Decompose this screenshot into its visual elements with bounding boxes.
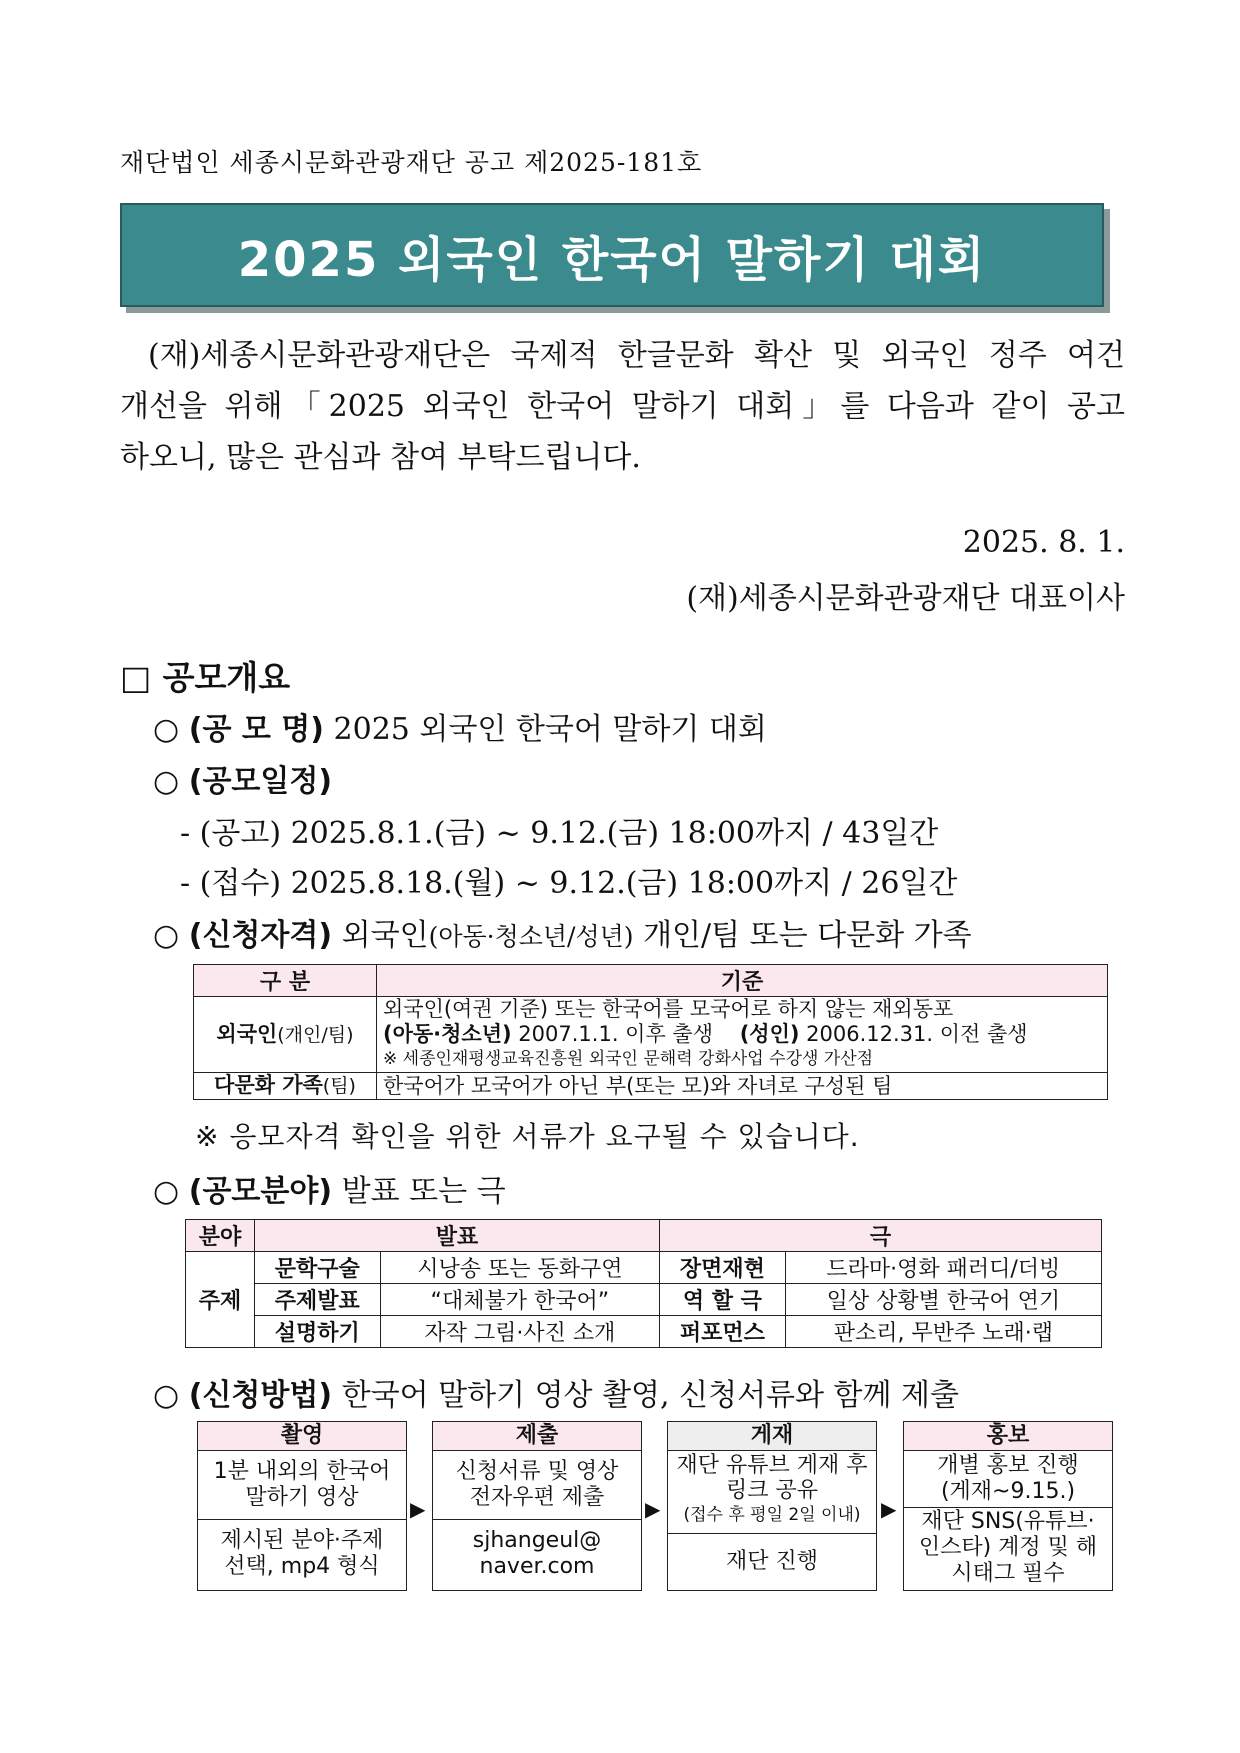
flow-head: 홍보 — [904, 1422, 1112, 1451]
table-cell: “대체불가 한국어” — [380, 1284, 660, 1316]
row-label: 다문화 가족 — [214, 1073, 323, 1097]
flow-head: 게재 — [668, 1422, 876, 1451]
flow-head: 촬영 — [198, 1422, 406, 1451]
flow-step-submit — [432, 1421, 642, 1591]
criteria-bold: (아동·청소년) — [383, 1022, 512, 1046]
item-label: (신청자격) — [188, 918, 333, 953]
flow-step-filming — [197, 1421, 407, 1591]
notice-date: 2025. 8. 1. — [962, 525, 1125, 560]
arrow-right-icon: ▶ — [645, 1497, 661, 1521]
section-title: □ 공모개요 — [120, 658, 291, 697]
table-cell: 주제발표 — [255, 1284, 381, 1316]
notice-number: 재단법인 세종시문화관광재단 공고 제2025-181호 — [120, 148, 703, 177]
row-label-small: (개인/팀) — [277, 1023, 354, 1046]
criteria-bold: (성인) — [739, 1022, 800, 1046]
table-cell: 일상 상황별 한국어 연기 — [785, 1284, 1101, 1316]
bullet-icon: ○ — [153, 1378, 180, 1413]
item-value: 발표 또는 극 — [341, 1174, 506, 1209]
table-cell: 설명하기 — [255, 1316, 381, 1348]
criteria-note: ※ 세종인재평생교육진흥원 외국인 문해력 강화사업 수강생 가산점 — [383, 1049, 874, 1069]
criteria-text: 2007.1.1. 이후 출생 — [518, 1022, 713, 1046]
bullet-icon: ○ — [153, 918, 180, 953]
flow-mid-text: 재단 유튜브 게재 후 링크 공유 — [676, 1453, 868, 1503]
table-header: 구 분 — [194, 965, 377, 997]
eligibility-note: ※ 응모자격 확인을 위한 서류가 요구될 수 있습니다. — [195, 1120, 860, 1153]
eligibility-table — [193, 964, 1108, 1100]
flow-step-promotion — [903, 1421, 1113, 1591]
title-banner — [120, 203, 1104, 307]
table-cell: 드라마·영화 패러디/더빙 — [785, 1252, 1101, 1284]
intro-paragraph — [120, 330, 1125, 483]
criteria-line — [383, 1022, 1101, 1047]
flow-mid: 개별 홍보 진행 (게재~9.15.) — [904, 1451, 1112, 1508]
schedule-application: - (접수) 2025.8.18.(월) ~ 9.12.(금) 18:00까지 / 26일간 — [180, 866, 958, 901]
flow-mid: 1분 내외의 한국어 말하기 영상 — [198, 1451, 406, 1520]
item-field — [153, 1166, 506, 1210]
table-row-label — [194, 1073, 377, 1100]
table-cell: 장면재현 — [660, 1252, 786, 1284]
table-cell: 판소리, 무반주 노래·랩 — [785, 1316, 1101, 1348]
topic-label: 주제 — [186, 1252, 255, 1348]
flow-mid-note: (접수 후 평일 2일 이내) — [683, 1505, 861, 1525]
table-header: 극 — [660, 1220, 1102, 1252]
flow-mid: 신청서류 및 영상 전자우편 제출 — [433, 1451, 641, 1520]
item-value: 2025 외국인 한국어 말하기 대회 — [333, 712, 767, 747]
page-title: 2025 외국인 한국어 말하기 대회 — [237, 231, 987, 288]
flow-bot: 제시된 분야·주제 선택, mp4 형식 — [220, 1528, 384, 1579]
intro-line-3: 하오니, 많은 관심과 참여 부탁드립니다. — [120, 440, 641, 475]
row-label: 외국인 — [216, 1021, 278, 1046]
flow-step-posting — [667, 1421, 877, 1591]
table-cell: 퍼포먼스 — [660, 1316, 786, 1348]
table-cell: 시낭송 또는 동화구연 — [380, 1252, 660, 1284]
flow-mid — [668, 1451, 876, 1534]
schedule-notice: - (공고) 2025.8.1.(금) ~ 9.12.(금) 18:00까지 / 43일간 — [180, 816, 939, 851]
item-method — [153, 1370, 959, 1414]
table-row-label — [194, 997, 377, 1073]
table-cell: 한국어가 모국어가 아닌 부(또는 모)와 자녀로 구성된 팀 — [377, 1073, 1108, 1100]
item-value: 한국어 말하기 영상 촬영, 신청서류와 함께 제출 — [341, 1378, 959, 1413]
bullet-icon: ○ — [153, 712, 180, 747]
item-schedule — [153, 756, 332, 800]
item-contest-name — [153, 704, 767, 748]
bullet-icon: ○ — [153, 764, 180, 799]
table-header: 기준 — [377, 965, 1108, 997]
item-value: 외국인 — [341, 918, 429, 953]
table-cell: 역 할 극 — [660, 1284, 786, 1316]
organization-signature: (재)세종시문화관광재단 대표이사 — [686, 581, 1125, 616]
table-cell — [377, 997, 1108, 1073]
item-label: (공모일정) — [188, 764, 333, 799]
bullet-icon: ○ — [153, 1174, 180, 1209]
flow-bot: sjhangeul@ naver.com — [472, 1528, 602, 1579]
intro-line-2: 개선을 위해「2025 외국인 한국어 말하기 대회」를 다음과 같이 공고 — [120, 389, 1125, 424]
arrow-right-icon: ▶ — [881, 1497, 897, 1521]
item-label: (공 모 명) — [188, 712, 324, 747]
intro-line-1: (재)세종시문화관광재단은 국제적 한글문화 확산 및 외국인 정주 여건 — [148, 338, 1125, 373]
item-value: 개인/팀 또는 다문화 가족 — [643, 918, 972, 953]
flow-bot: 재단 진행 — [725, 1549, 818, 1574]
flow-head: 제출 — [433, 1422, 641, 1451]
field-table — [185, 1219, 1102, 1348]
flow-bot: 재단 SNS(유튜브·인스타) 계정 및 해시태그 필수 — [918, 1509, 1098, 1586]
item-label: (공모분야) — [188, 1174, 333, 1209]
table-cell: 자작 그림·사진 소개 — [380, 1316, 660, 1348]
table-header: 발표 — [255, 1220, 660, 1252]
criteria-text: 2006.12.31. 이전 출생 — [806, 1022, 1028, 1046]
item-value-small: (아동·청소년/성년) — [428, 922, 634, 951]
item-eligibility — [153, 910, 972, 954]
criteria-line: 외국인(여권 기준) 또는 한국어를 모국어로 하지 않는 재외동포 — [383, 997, 954, 1021]
row-label-small: (팀) — [322, 1075, 356, 1097]
table-header: 분야 — [186, 1220, 255, 1252]
arrow-right-icon: ▶ — [410, 1497, 426, 1521]
table-cell: 문학구술 — [255, 1252, 381, 1284]
item-label: (신청방법) — [188, 1378, 333, 1413]
